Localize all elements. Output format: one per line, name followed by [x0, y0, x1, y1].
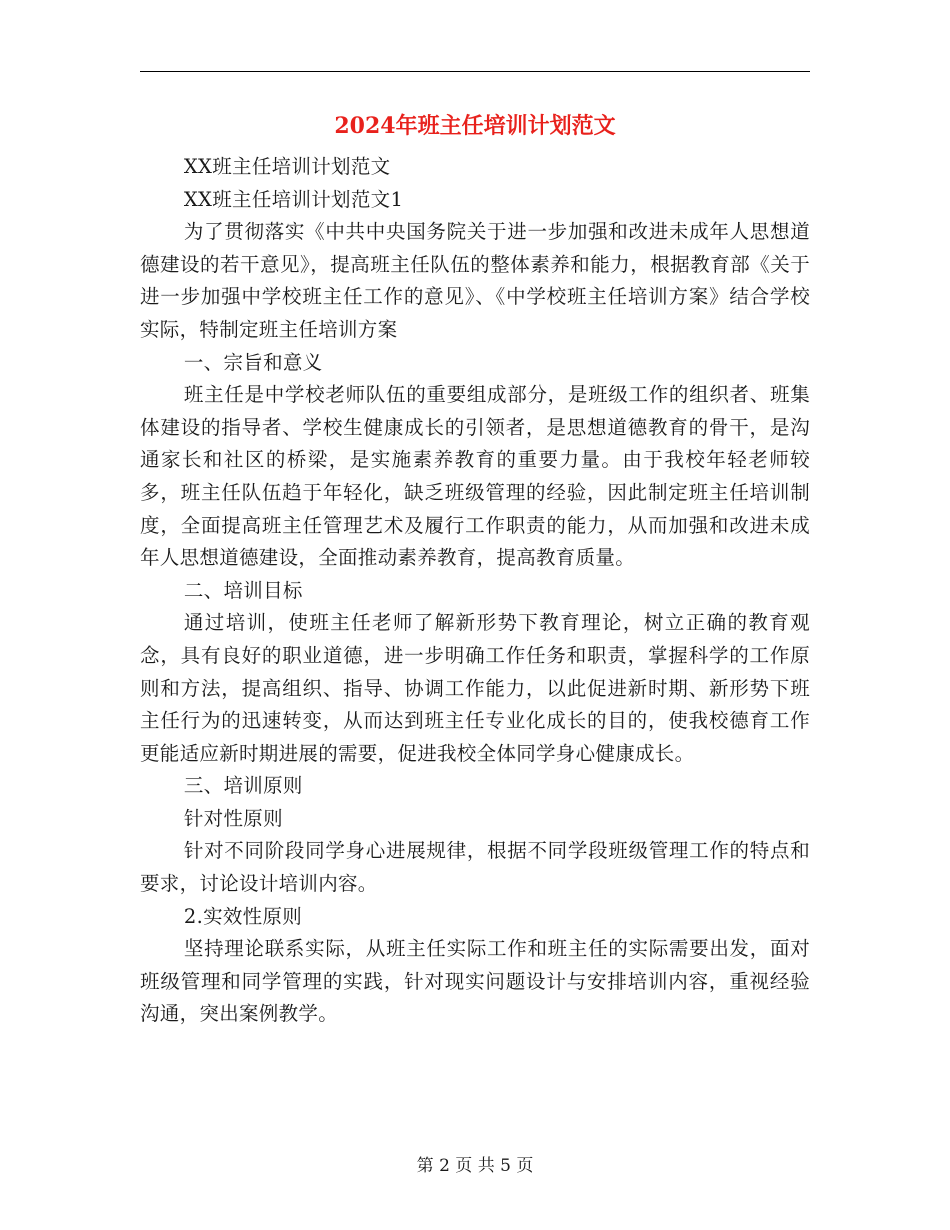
page-number: 第 2 页 共 5 页 — [416, 1156, 534, 1176]
paragraph-effectiveness-principle: 坚持理论联系实际，从班主任实际工作和班主任的实际需要出发，面对班级管理和同学管理的实践，针对现实问题设计与安排培训内容，重视经验沟通，突出案例教学。 — [140, 937, 810, 1026]
section-heading-principles: 三、培训原则 — [183, 774, 303, 798]
document-title: 2024年班主任培训计划范文 — [334, 113, 616, 139]
document-body — [140, 151, 810, 1031]
paragraph-goals: 通过培训，使班主任老师了解新形势下教育理论，树立正确的教育观念，具有良好的职业道德，进一步明确工作任务和职责，掌握科学的工作原则和方法，提高组织、指导、协调工作能力，以此促进新时期、新形势下班主任行为的迅速转变，从而达到班主任专业化成长的目的，使我校德育工作更能适应新时期进展的需要，促进我校全体同学身心健康成长。 — [140, 611, 810, 765]
subheading-effectiveness-principle: 2.实效性原则 — [183, 904, 303, 928]
section-heading-purpose: 一、宗旨和意义 — [183, 350, 323, 374]
paragraph-doc-name: XX班主任培训计划范文 — [183, 155, 391, 178]
paragraph-targeted-principle: 针对不同阶段同学身心进展规律，根据不同学段班级管理工作的特点和要求，讨论设计培训内容。 — [140, 839, 810, 896]
section-heading-goals: 二、培训目标 — [183, 578, 303, 602]
subheading-targeted-principle: 针对性原则 — [183, 806, 283, 830]
paragraph-doc-subtitle: XX班主任培训计划范文1 — [183, 187, 404, 211]
header-rule — [140, 71, 810, 72]
paragraph-intro: 为了贯彻落实《中共中央国务院关于进一步加强和改进未成年人思想道德建设的若干意见》，提高班主任队伍的整体素养和能力，根据教育部《关于进一步加强中学校班主任工作的意见》、《中学校班主任培训方案》结合学校实际，特制定班主任培训方案 — [140, 220, 810, 341]
paragraph-purpose: 班主任是中学校老师队伍的重要组成部分，是班级工作的组织者、班集体建设的指导者、学校生健康成长的引领者，是思想道德教育的骨干，是沟通家长和社区的桥梁，是实施素养教育的重要力量。由于我校年轻老师较多，班主任队伍趋于年轻化，缺乏班级管理的经验，因此制定班主任培训制度，全面提高班主任管理艺术及履行工作职责的能力，从而加强和改进未成年人思想道德建设，全面推动素养教育，提高教育质量。 — [140, 383, 810, 570]
